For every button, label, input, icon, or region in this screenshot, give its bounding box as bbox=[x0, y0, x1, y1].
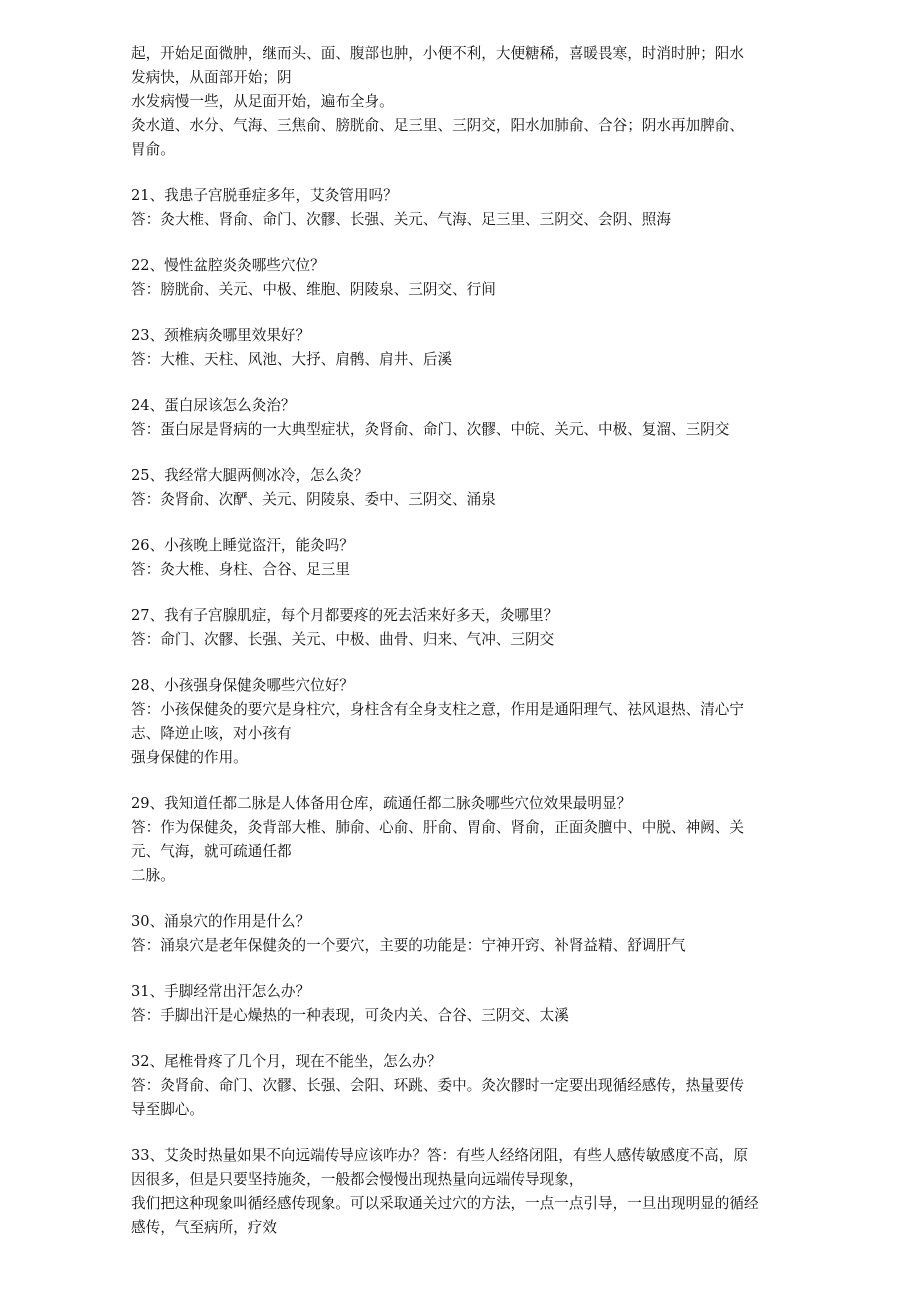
text-line: 水发病慢一些，从足面开始，遍布全身。 bbox=[131, 93, 394, 110]
question-line: 23、颈椎病灸哪里效果好？ bbox=[131, 327, 311, 344]
qa-item-32 bbox=[131, 1050, 796, 1122]
paragraph-gap bbox=[131, 770, 796, 792]
paragraph-gap bbox=[131, 232, 796, 254]
qa-item-26 bbox=[131, 534, 796, 582]
answer-line: 因很多，但是只要坚持施灸，一般都会慢慢出现热量向远端传导现象， bbox=[131, 1171, 584, 1188]
answer-line: 答：灸肾俞、次酽、关元、阴陵泉、委中、三阴交、涌泉 bbox=[131, 491, 496, 508]
qa-item-22 bbox=[131, 254, 796, 302]
paragraph-gap bbox=[131, 958, 796, 980]
paragraph-gap bbox=[131, 442, 796, 464]
paragraph-gap bbox=[131, 512, 796, 534]
answer-line: 我们把这种现象叫循经感传现象。可以采取通关过穴的方法，一点一点引导，一旦出现明显的循经 bbox=[131, 1195, 759, 1212]
qa-item-31 bbox=[131, 980, 796, 1028]
text-line: 胃俞。 bbox=[131, 141, 175, 158]
question-line: 25、我经常大腿两侧冰冷，怎么灸？ bbox=[131, 467, 369, 484]
answer-line: 答：涌泉穴是老年保健灸的一个要穴，主要的功能是：宁神开窍、补肾益精、舒调肝气 bbox=[131, 937, 686, 954]
question-line: 31、手脚经常出汗怎么办？ bbox=[131, 983, 311, 1000]
answer-line: 强身保健的作用。 bbox=[131, 749, 248, 766]
answer-line: 答：手脚出汗是心燥热的一种表现，可灸内关、合谷、三阴交、太溪 bbox=[131, 1007, 569, 1024]
text-line: 灸水道、水分、气海、三焦俞、膀胱俞、足三里、三阴交，阳水加肺俞、合谷；阴水再加脾俞、 bbox=[131, 117, 744, 134]
answer-line: 二脉。 bbox=[131, 867, 175, 884]
qa-item-23 bbox=[131, 324, 796, 372]
paragraph-gap bbox=[131, 888, 796, 910]
answer-line: 答：小孩保健灸的要穴是身柱穴，身柱含有全身支柱之意，作用是通阳理气、祛风退热、清心宁 bbox=[131, 701, 744, 718]
answer-line: 答：大椎、天柱、风池、大抒、肩鹘、肩井、后溪 bbox=[131, 351, 453, 368]
qa-item-33 bbox=[131, 1144, 796, 1240]
paragraph-gap bbox=[131, 652, 796, 674]
text-line: 起，开始足面微肿，继而头、面、腹部也肿，小便不利，大便糖稀，喜暖畏寒，时消时肿；阳水 bbox=[131, 45, 744, 62]
qa-item-27 bbox=[131, 604, 796, 652]
document-page bbox=[131, 42, 796, 1240]
question-line: 22、慢性盆腔炎灸哪些穴位？ bbox=[131, 257, 325, 274]
answer-line: 志、降逆止咳，对小孩有 bbox=[131, 725, 292, 742]
qa-item-21 bbox=[131, 184, 796, 232]
paragraph-gap bbox=[131, 582, 796, 604]
paragraph-gap bbox=[131, 162, 796, 184]
answer-line: 感传，气至病所，疗效 bbox=[131, 1219, 277, 1236]
question-line: 30、涌泉穴的作用是什么？ bbox=[131, 913, 311, 930]
question-line: 21、我患子宫脱垂症多年，艾灸管用吗？ bbox=[131, 187, 398, 204]
paragraph-gap bbox=[131, 302, 796, 324]
qa-item-29 bbox=[131, 792, 796, 888]
question-line: 27、我有子宫腺肌症，每个月都要疼的死去活来好多天，灸哪里？ bbox=[131, 607, 559, 624]
answer-line: 答：灸肾俞、命门、次髎、长强、会阳、环跳、委中。灸次髎时一定要出现循经感传，热量要传 bbox=[131, 1077, 744, 1094]
paragraph-gap bbox=[131, 372, 796, 394]
qa-item-25 bbox=[131, 464, 796, 512]
text-line: 发病快，从面部开始；阴 bbox=[131, 69, 292, 86]
answer-line: 答：膀胱俞、关元、中极、维胞、阴陵泉、三阴交、行间 bbox=[131, 281, 496, 298]
question-line: 26、小孩晚上睡觉盗汗，能灸吗？ bbox=[131, 537, 354, 554]
intro-paragraph bbox=[131, 42, 796, 162]
qa-item-24 bbox=[131, 394, 796, 442]
qa-item-30 bbox=[131, 910, 796, 958]
question-line: 28、小孩强身保健灸哪些穴位好？ bbox=[131, 677, 354, 694]
question-line: 32、尾椎骨疼了几个月，现在不能坐，怎么办？ bbox=[131, 1053, 442, 1070]
answer-line: 元、气海，就可疏通任都 bbox=[131, 843, 292, 860]
question-line: 29、我知道任都二脉是人体备用仓库，疏通任都二脉灸哪些穴位效果最明显？ bbox=[131, 795, 632, 812]
question-line: 33、艾灸时热量如果不向远端传导应该咋办？答：有些人经络闭阻，有些人感传敏感度不高，原 bbox=[131, 1147, 748, 1164]
paragraph-gap bbox=[131, 1028, 796, 1050]
answer-line: 答：灸大椎、肾俞、命门、次髎、长强、关元、气海、足三里、三阴交、会阴、照海 bbox=[131, 211, 671, 228]
answer-line: 答：作为保健灸，灸背部大椎、肺俞、心俞、肝俞、胃俞、肾俞，正面灸膻中、中脱、神阙、关 bbox=[131, 819, 744, 836]
answer-line: 答：灸大椎、身柱、合谷、足三里 bbox=[131, 561, 350, 578]
answer-line: 答：蛋白尿是肾病的一大典型症状，灸肾俞、命门、次髎、中皖、关元、中极、复溜、三阴交 bbox=[131, 421, 730, 438]
answer-line: 导至脚心。 bbox=[131, 1101, 204, 1118]
answer-line: 答：命门、次髎、长强、关元、中极、曲骨、归来、气冲、三阴交 bbox=[131, 631, 555, 648]
paragraph-gap bbox=[131, 1122, 796, 1144]
question-line: 24、蛋白尿该怎么灸治？ bbox=[131, 397, 296, 414]
qa-item-28 bbox=[131, 674, 796, 770]
